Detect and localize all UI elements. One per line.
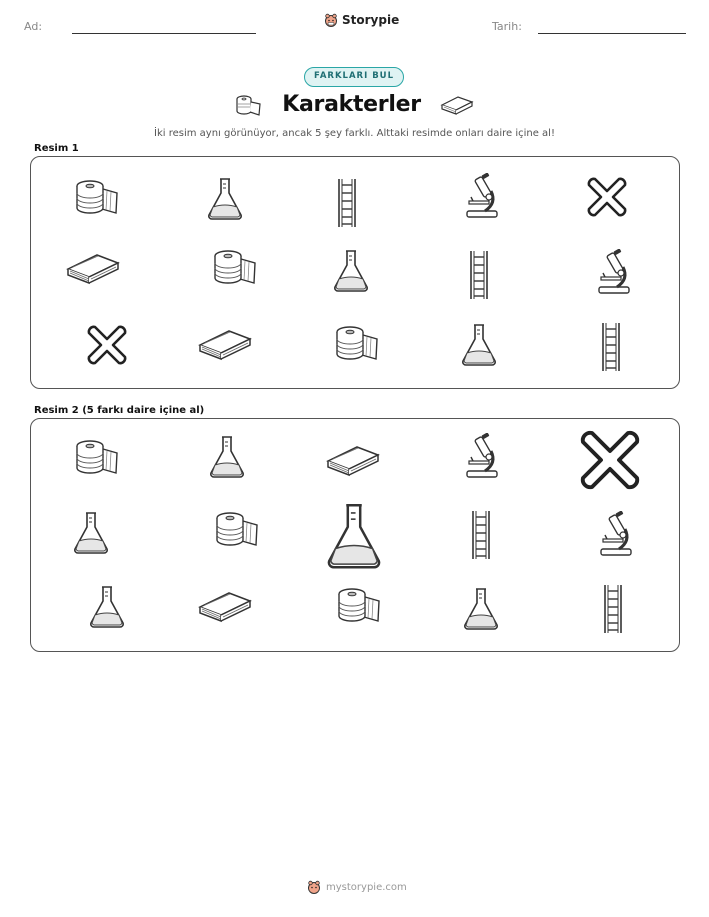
footer-url: mystorypie.com — [326, 881, 407, 893]
microscope-icon — [597, 511, 637, 557]
toilet-paper-icon — [337, 585, 381, 625]
picture1-item-12[interactable] — [197, 323, 253, 367]
picture1-item-9[interactable] — [465, 249, 493, 305]
toilet-paper-icon — [75, 437, 119, 477]
activity-badge: FARKLARI BUL — [304, 67, 404, 87]
picture1-item-1[interactable] — [75, 177, 119, 221]
picture1-item-14[interactable] — [459, 321, 499, 373]
x-mark-icon — [585, 175, 629, 219]
date-label: Tarih: — [492, 20, 522, 33]
flask-icon — [331, 247, 371, 295]
x-mark-icon — [85, 323, 129, 367]
toilet-paper-icon — [335, 323, 379, 363]
ladder-icon — [465, 249, 493, 301]
book-icon — [197, 323, 253, 363]
flask-icon — [323, 499, 385, 573]
picture1-panel — [30, 156, 680, 389]
picture2-panel — [30, 418, 680, 652]
flask-icon — [461, 585, 501, 633]
toilet-paper-icon — [213, 247, 257, 287]
book-icon — [197, 585, 253, 625]
picture2-item-3[interactable] — [325, 439, 381, 483]
ladder-icon — [333, 177, 361, 229]
book-icon — [440, 93, 474, 117]
picture1-item-8[interactable] — [331, 247, 371, 299]
storypie-mascot-icon — [324, 13, 338, 27]
picture1-item-5[interactable] — [585, 175, 629, 223]
picture1-item-10[interactable] — [595, 249, 635, 299]
picture1-item-11[interactable] — [85, 323, 129, 371]
flask-icon — [459, 321, 499, 369]
footer — [307, 880, 407, 894]
brand-logo — [324, 13, 399, 27]
picture2-item-7[interactable] — [215, 509, 259, 553]
picture2-item-13[interactable] — [337, 585, 381, 629]
picture2-item-8[interactable] — [323, 499, 385, 580]
name-line — [72, 33, 256, 34]
ladder-icon — [597, 321, 625, 373]
storypie-mascot-icon — [307, 880, 321, 894]
picture1-item-2[interactable] — [205, 175, 245, 227]
date-line — [538, 33, 686, 34]
book-icon — [65, 247, 121, 287]
name-label: Ad: — [24, 20, 43, 33]
picture1-item-6[interactable] — [65, 247, 121, 291]
picture1-label: Resim 1 — [34, 143, 79, 154]
instructions: İki resim aynı görünüyor, ancak 5 şey farklı. Alttaki resimde onları daire içine al! — [154, 128, 555, 139]
picture2-item-11[interactable] — [87, 583, 127, 635]
picture1-item-3[interactable] — [333, 177, 361, 233]
x-mark-icon — [577, 427, 643, 493]
picture2-label: Resim 2 (5 farkı daire içine al) — [34, 405, 205, 416]
picture2-item-14[interactable] — [461, 585, 501, 637]
flask-icon — [205, 175, 245, 223]
picture2-item-1[interactable] — [75, 437, 119, 481]
picture2-item-2[interactable] — [207, 433, 247, 485]
microscope-icon — [463, 173, 503, 219]
picture2-item-9[interactable] — [467, 509, 495, 565]
flask-icon — [207, 433, 247, 481]
microscope-icon — [595, 249, 635, 295]
picture1-item-4[interactable] — [463, 173, 503, 223]
picture2-item-10[interactable] — [597, 511, 637, 561]
page-title: Karakterler — [282, 92, 421, 117]
picture1-item-7[interactable] — [213, 247, 257, 291]
picture2-item-6[interactable] — [71, 509, 111, 561]
picture2-item-12[interactable] — [197, 585, 253, 629]
title-row — [0, 92, 709, 117]
flask-icon — [87, 583, 127, 631]
microscope-icon — [463, 433, 503, 479]
toilet-paper-icon — [75, 177, 119, 217]
ladder-icon — [467, 509, 495, 561]
picture1-item-13[interactable] — [335, 323, 379, 367]
picture2-item-4[interactable] — [463, 433, 503, 483]
toilet-paper-icon — [235, 93, 263, 117]
picture2-item-15[interactable] — [599, 583, 627, 639]
toilet-paper-icon — [215, 509, 259, 549]
flask-icon — [71, 509, 111, 557]
picture2-item-5[interactable] — [577, 427, 643, 499]
ladder-icon — [599, 583, 627, 635]
brand-name: Storypie — [342, 13, 400, 27]
picture1-item-15[interactable] — [597, 321, 625, 377]
book-icon — [325, 439, 381, 479]
